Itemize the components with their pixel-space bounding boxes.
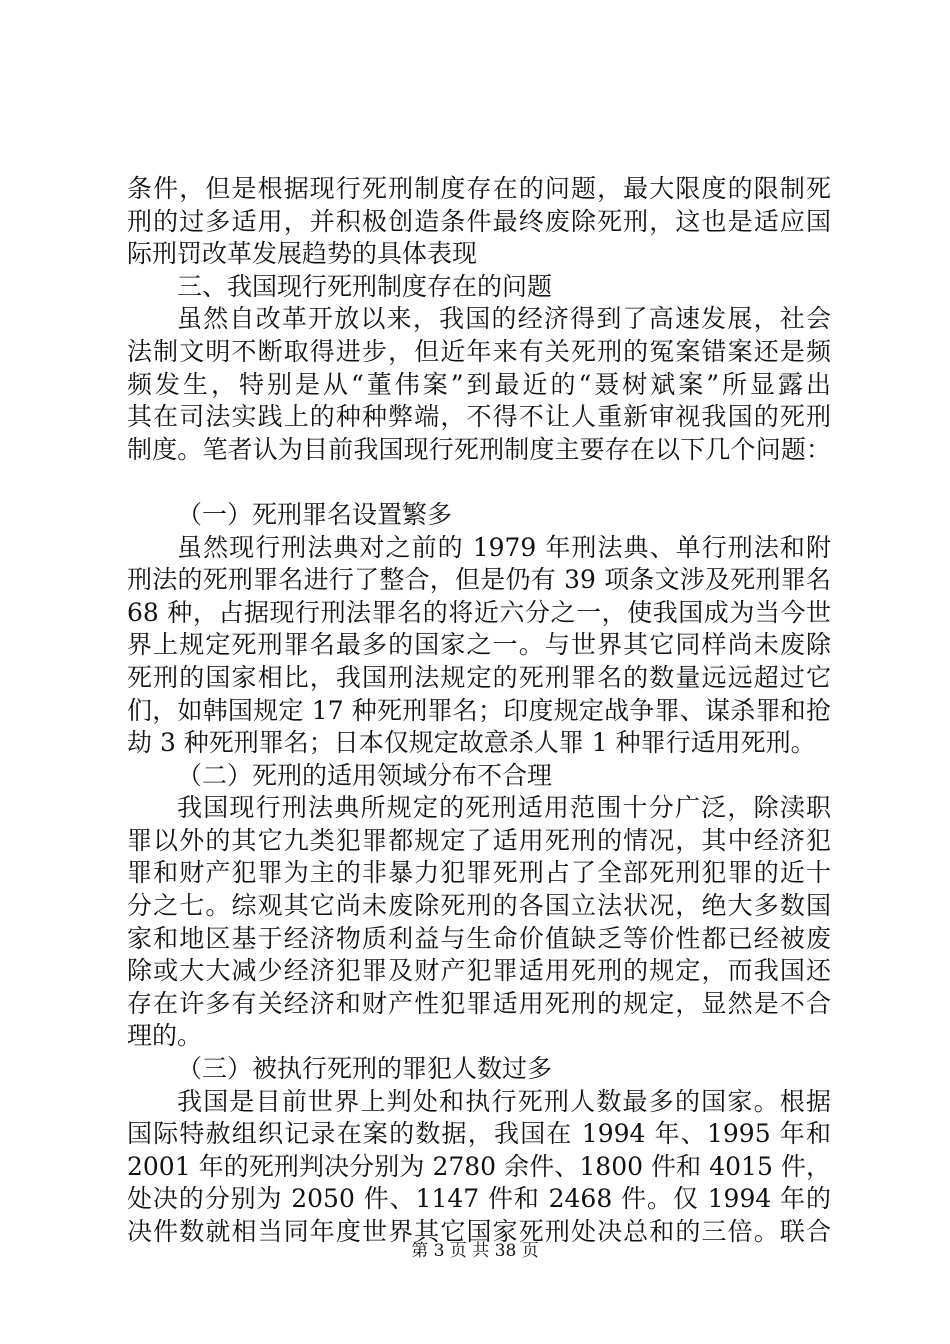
text-line: 们，如韩国规定 17 种死刑罪名；印度规定战争罪、谋杀罪和抢 — [127, 695, 831, 725]
body-text — [127, 173, 831, 1249]
text-line: 条件，但是根据现行死刑制度存在的问题，最大限度的限制死 — [127, 174, 831, 203]
text-line: 际刑罚改革发展趋势的具体表现 — [127, 239, 478, 269]
text-line: 法制文明不断取得进步，但近年来有关死刑的冤案错案还是频 — [127, 336, 831, 366]
text-line: 死刑的国家相比，我国刑法规定的死刑罪名的数量远远超过它 — [127, 662, 831, 692]
text-line: 我国是目前世界上判处和执行死刑人数最多的国家。根据 — [177, 1086, 831, 1116]
text-line: 刑法的死刑罪名进行了整合，但是仍有 39 项条文涉及死刑罪名 — [127, 565, 831, 595]
text-line: 劫 3 种死刑罪名；日本仅规定故意杀人罪 1 种罪行适用死刑。 — [127, 728, 816, 758]
text-line: 其在司法实践上的种种弊端，不得不让人重新审视我国的死刑 — [127, 402, 831, 432]
text-line: 存在许多有关经济和财产性犯罪适用死刑的规定，显然是不合 — [127, 988, 831, 1018]
text-line: 罪以外的其它九类犯罪都规定了适用死刑的情况，其中经济犯 — [127, 825, 831, 855]
paragraph-gap — [127, 466, 831, 499]
text-line: 我国现行刑法典所规定的死刑适用范围十分广泛，除渎职 — [177, 793, 831, 823]
text-line: 理的。 — [127, 1021, 203, 1051]
text-line: 分之七。综观其它尚未废除死刑的各国立法状况，绝大多数国 — [127, 891, 831, 921]
text-line: 虽然自改革开放以来，我国的经济得到了高速发展，社会 — [177, 304, 831, 334]
text-line: 界上规定死刑罪名最多的国家之一。与世界其它同样尚未废除 — [127, 630, 831, 660]
text-line: 制度。笔者认为目前我国现行死刑制度主要存在以下几个问题： — [127, 434, 831, 464]
text-line: 国际特赦组织记录在案的数据，我国在 1994 年、1995 年和 — [127, 1119, 831, 1149]
text-line: 除或大大减少经济犯罪及财产犯罪适用死刑的规定，而我国还 — [127, 956, 831, 986]
subsection-heading: （一）死刑罪名设置繁多 — [177, 499, 453, 529]
text-line: 罪和财产犯罪为主的非暴力犯罪死刑占了全部死刑犯罪的近十 — [127, 858, 831, 888]
text-line: 家和地区基于经济物质利益与生命价值缺乏等价性都已经被废 — [127, 923, 831, 953]
text-line: 刑的过多适用，并积极创造条件最终废除死刑，这也是适应国 — [127, 206, 831, 236]
section-heading: 三、我国现行死刑制度存在的问题 — [177, 271, 553, 301]
text-line: 虽然现行刑法典对之前的 1979 年刑法典、单行刑法和附 — [177, 532, 831, 562]
text-line: 频发生，特别是从“董伟案”到最近的“聂树斌案”所显露出 — [127, 369, 831, 399]
page-footer: 第 3 页 共 38 页 — [411, 1241, 539, 1261]
text-line: 68 种，占据现行刑法罪名的将近六分之一，使我国成为当今世 — [127, 597, 831, 627]
text-line: 2001 年的死刑判决分别为 2780 余件、1800 件和 4015 件， — [127, 1151, 831, 1181]
subsection-heading: （二）死刑的适用领域分布不合理 — [177, 760, 553, 790]
text-line: 处决的分别为 2050 件、1147 件和 2468 件。仅 1994 年的 — [127, 1184, 831, 1214]
text-line: 决件数就相当同年度世界其它国家死刑处决总和的三倍。联合 — [127, 1217, 831, 1246]
subsection-heading: （三）被执行死刑的罪犯人数过多 — [177, 1054, 553, 1084]
